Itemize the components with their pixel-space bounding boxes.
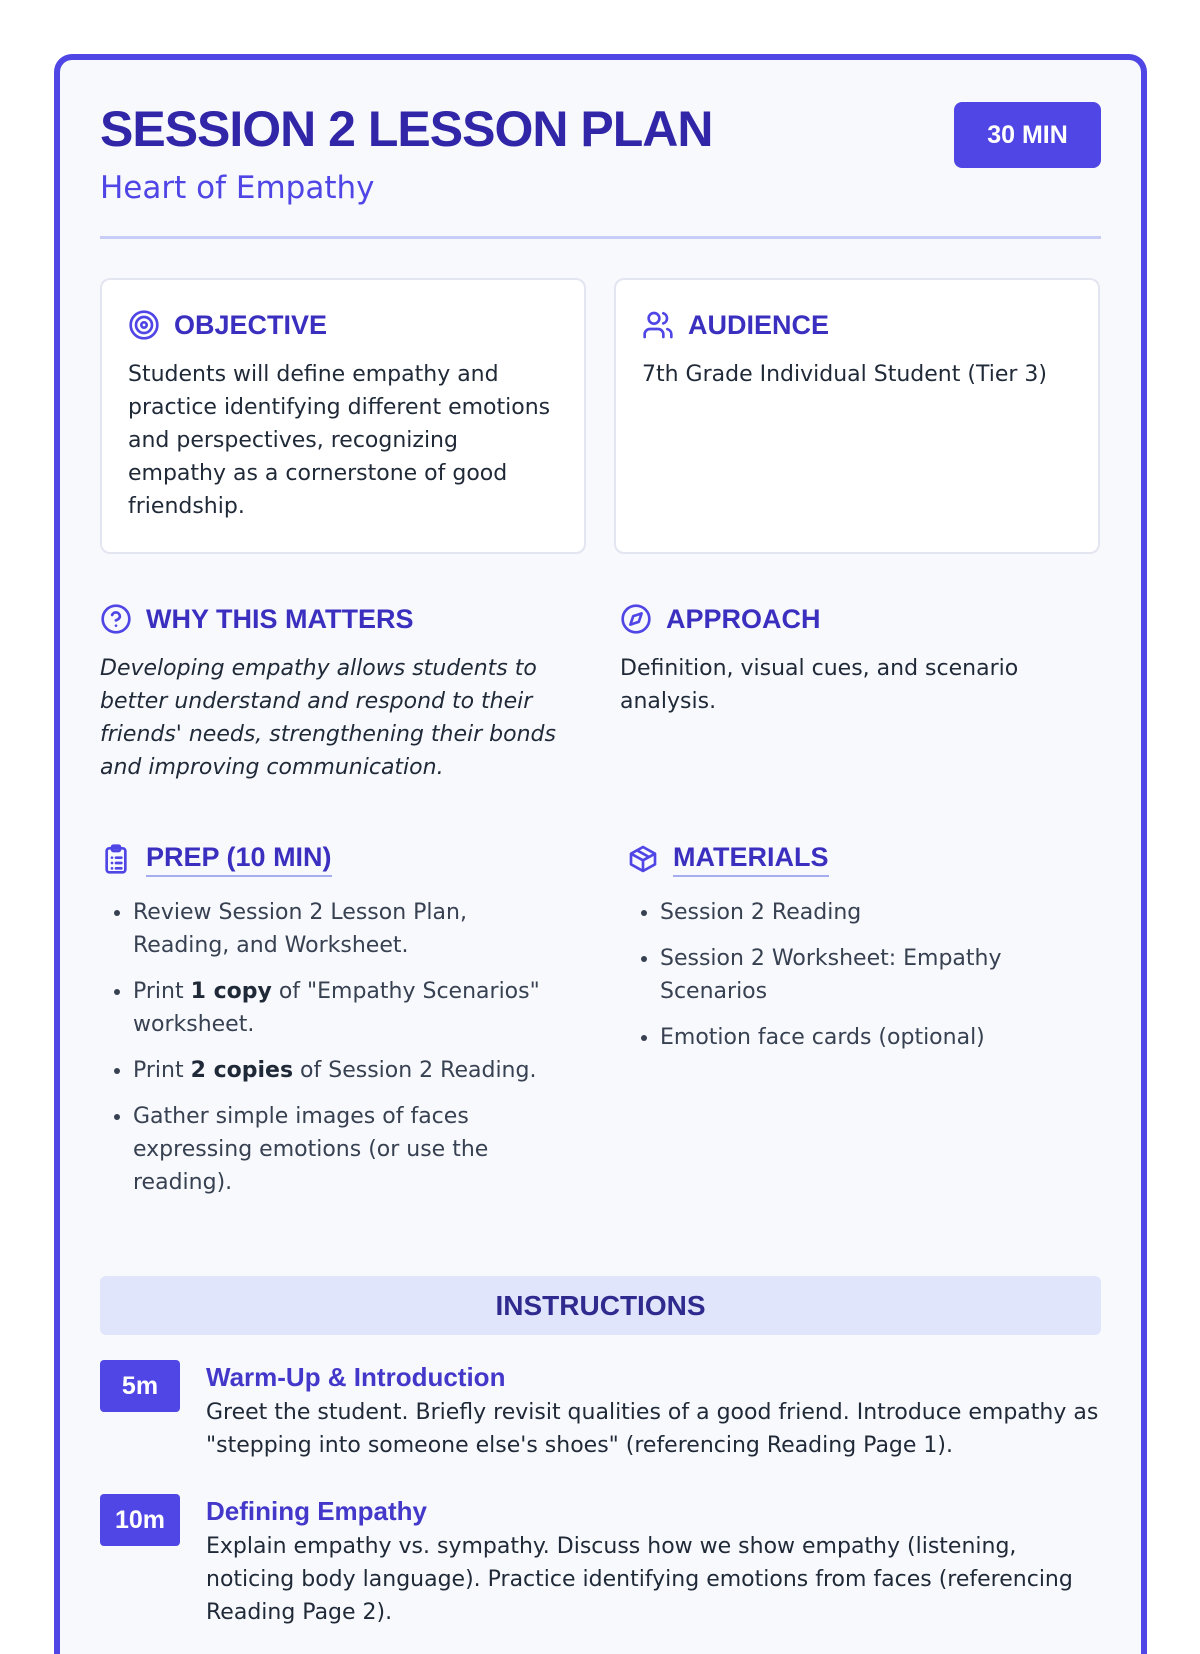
objective-heading: OBJECTIVE <box>174 309 328 340</box>
objective-header <box>128 306 558 344</box>
step-time-badge: 5m <box>100 1360 180 1412</box>
audience-text: 7th Grade Individual Student (Tier 3) <box>642 362 1047 387</box>
approach-section <box>620 600 1080 718</box>
why-section <box>100 600 560 784</box>
materials-list <box>627 896 1057 1054</box>
list-item: • Emotion face cards (optional) <box>660 1021 1057 1054</box>
list-item: • Gather simple images of faces expressing emotions (or use the reading). <box>133 1100 560 1199</box>
approach-text: Definition, visual cues, and scenario analysis. <box>620 656 1019 714</box>
header-divider <box>100 236 1101 239</box>
help-circle-icon <box>100 603 132 635</box>
package-icon <box>627 843 659 875</box>
materials-heading: MATERIALS <box>673 842 829 877</box>
list-item: • Session 2 Reading <box>660 896 1057 929</box>
lesson-plan-card <box>54 54 1147 1654</box>
clipboard-list-icon <box>100 843 132 875</box>
audience-box <box>614 278 1100 554</box>
step-content <box>206 1494 1101 1629</box>
materials-section <box>627 840 1057 1067</box>
list-item: • Session 2 Worksheet: Empathy Scenarios <box>660 942 1057 1008</box>
page-title: SESSION 2 LESSON PLAN <box>100 101 713 157</box>
compass-icon <box>620 603 652 635</box>
step-time-badge: 10m <box>100 1494 180 1546</box>
why-header <box>100 600 560 638</box>
duration-badge: 30 MIN <box>954 102 1101 168</box>
step-content <box>206 1360 1101 1462</box>
list-item: • Print 2 copies of Session 2 Reading. <box>133 1054 560 1087</box>
why-heading: WHY THIS MATTERS <box>146 603 414 634</box>
prep-section <box>100 840 560 1212</box>
instructions-header: INSTRUCTIONS <box>100 1276 1101 1335</box>
materials-header <box>627 840 1057 878</box>
objective-text: Students will define empathy and practice identifying different emotions and perspectives, recognizing empathy as a cornerstone of good friendship. <box>128 362 551 519</box>
target-icon <box>128 309 160 341</box>
list-item: • Review Session 2 Lesson Plan, Reading, and Worksheet. <box>133 896 560 962</box>
approach-heading: APPROACH <box>666 603 821 634</box>
objective-box <box>100 278 586 554</box>
audience-header <box>642 306 1072 344</box>
approach-header <box>620 600 1080 638</box>
step-description: Greet the student. Briefly revisit qualities of a good friend. Introduce empathy as "stepping into someone else's shoes" (referencing Reading Page 1). <box>206 1400 1099 1458</box>
prep-heading: PREP (10 MIN) <box>146 842 332 877</box>
step-title: Defining Empathy <box>206 1496 428 1526</box>
users-icon <box>642 309 674 341</box>
list-item: • Print 1 copy of "Empathy Scenarios" worksheet. <box>133 975 560 1041</box>
why-text: Developing empathy allows students to better understand and respond to their friends' needs, strengthening their bonds and improving communication. <box>100 656 556 780</box>
step-title: Warm-Up & Introduction <box>206 1362 506 1392</box>
prep-header <box>100 840 560 878</box>
page-subtitle: Heart of Empathy <box>100 170 375 206</box>
step-description: Explain empathy vs. sympathy. Discuss how we show empathy (listening, noticing body language). Practice identifying emotions from faces (referencing Reading Page 2). <box>206 1534 1073 1625</box>
prep-list <box>100 896 560 1199</box>
audience-heading: AUDIENCE <box>688 309 830 340</box>
